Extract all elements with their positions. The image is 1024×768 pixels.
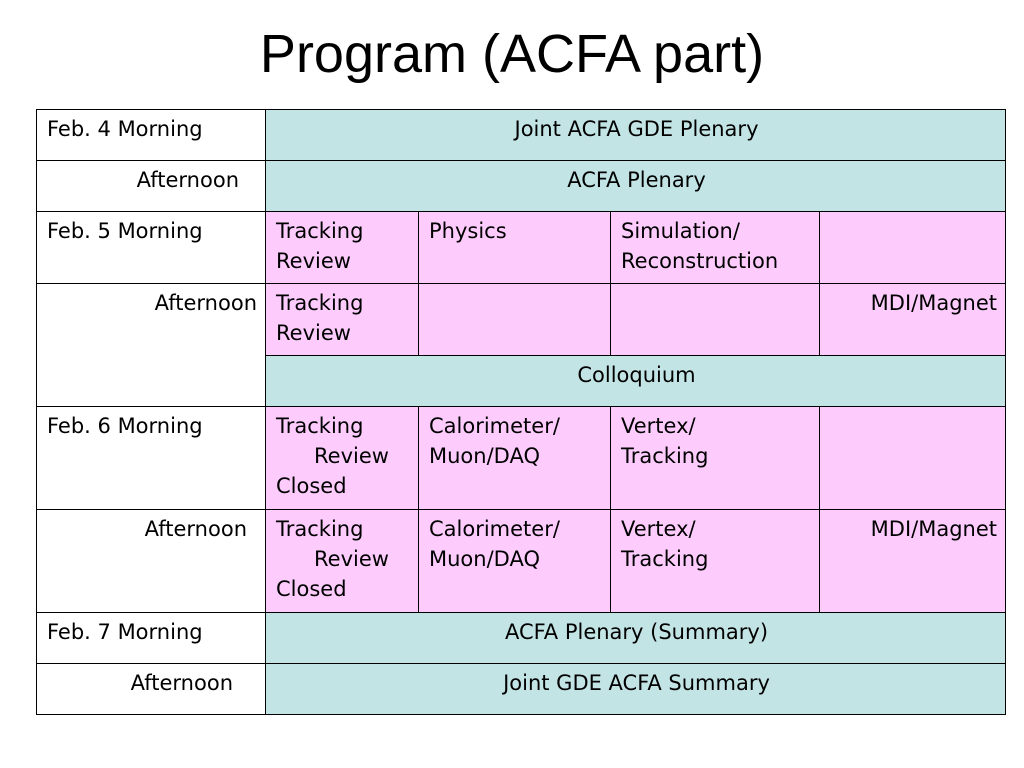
session-line <box>276 441 410 471</box>
session-cell: MDI/Magnet <box>820 510 1006 613</box>
session-line: Closed <box>276 474 347 498</box>
session-cell <box>266 510 419 613</box>
table-row <box>37 510 1006 613</box>
session-cell: Tracking Review <box>266 284 419 356</box>
plenary-cell: Joint GDE ACFA Summary <box>266 664 1006 715</box>
schedule-table <box>36 109 1006 715</box>
plenary-cell: Colloquium <box>266 356 1006 407</box>
day-label: Afternoon <box>37 664 266 715</box>
session-cell: Vertex/ Tracking <box>611 407 820 510</box>
table-row <box>37 613 1006 664</box>
table-row <box>37 284 1006 356</box>
session-line-text: Review <box>314 444 389 468</box>
table-row <box>37 110 1006 161</box>
session-line <box>276 544 410 574</box>
session-cell: Physics <box>419 212 611 284</box>
table-row <box>37 664 1006 715</box>
table-row <box>37 161 1006 212</box>
session-line-text: Review <box>314 547 389 571</box>
plenary-cell: ACFA Plenary <box>266 161 1006 212</box>
day-label: Feb. 6 Morning <box>37 407 266 510</box>
table-row <box>37 407 1006 510</box>
day-label: Feb. 7 Morning <box>37 613 266 664</box>
table-row <box>37 212 1006 284</box>
session-line: Closed <box>276 577 347 601</box>
day-label: Feb. 5 Morning <box>37 212 266 284</box>
session-line: Tracking <box>276 414 364 438</box>
session-cell: Simulation/ Reconstruction <box>611 212 820 284</box>
session-cell: Tracking Review <box>266 212 419 284</box>
session-cell <box>611 284 820 356</box>
session-cell <box>419 284 611 356</box>
day-label: Feb. 4 Morning <box>37 110 266 161</box>
session-cell: Vertex/ Tracking <box>611 510 820 613</box>
plenary-cell: ACFA Plenary (Summary) <box>266 613 1006 664</box>
session-cell: Calorimeter/ Muon/DAQ <box>419 510 611 613</box>
session-cell <box>820 407 1006 510</box>
session-cell: Calorimeter/ Muon/DAQ <box>419 407 611 510</box>
day-label: Afternoon <box>37 161 266 212</box>
day-label: Afternoon <box>37 510 266 613</box>
session-cell: MDI/Magnet <box>820 284 1006 356</box>
session-line: Tracking <box>276 517 364 541</box>
session-cell <box>820 212 1006 284</box>
page-title: Program (ACFA part) <box>259 24 765 84</box>
day-label: Afternoon <box>37 284 266 407</box>
session-cell <box>266 407 419 510</box>
plenary-cell: Joint ACFA GDE Plenary <box>266 110 1006 161</box>
